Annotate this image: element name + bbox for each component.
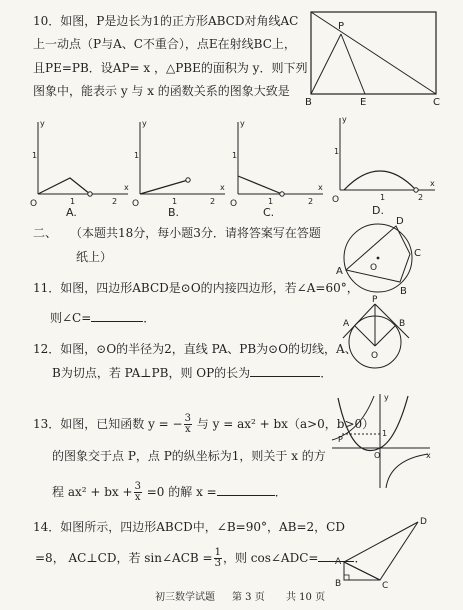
- svg-text:D: D: [396, 216, 404, 227]
- q12-answer-blank[interactable]: [250, 366, 320, 377]
- q13-line-2: 的图象交于点 P，点 P的纵坐标为1，则关于 x 的方: [52, 449, 326, 463]
- svg-text:1: 1: [380, 193, 386, 202]
- option-c-label: C.: [263, 206, 275, 219]
- q13-function-figure: [330, 392, 435, 492]
- svg-text:y: y: [384, 393, 389, 402]
- svg-text:A: A: [335, 557, 342, 567]
- svg-text:1: 1: [268, 197, 274, 206]
- svg-text:2: 2: [210, 197, 216, 206]
- svg-text:P: P: [372, 295, 378, 305]
- q13-line-1: 13．如图，已知函数 y = − $\frac{3}{x}$ 与 y = ax² + bx（a>0，b>0）: [33, 413, 375, 435]
- svg-text:x: x: [220, 183, 225, 192]
- q10-line-3: 且PE=PB．设AP= x ，△PBE的面积为 y．则下列: [33, 61, 308, 75]
- svg-text:y: y: [142, 119, 147, 128]
- option-b-label: B.: [168, 206, 180, 219]
- svg-text:O: O: [230, 199, 238, 209]
- footer-title: 初三数学试题: [155, 592, 215, 603]
- svg-text:1: 1: [172, 197, 178, 206]
- svg-text:B: B: [335, 579, 342, 589]
- svg-text:y: y: [342, 115, 347, 124]
- q14-line-2: =8， AC⊥CD，若 sin∠ACB = $\frac{1}{3}$ ，则 cos∠ADC= ．: [35, 547, 367, 569]
- svg-text:A: A: [336, 266, 343, 277]
- svg-text:1: 1: [134, 151, 140, 160]
- svg-text:1: 1: [232, 151, 238, 160]
- svg-text:O: O: [371, 351, 379, 361]
- q10-line-1: 10．如图，P是边长为1的正方形ABCD对角线AC: [33, 14, 299, 28]
- svg-text:1: 1: [334, 147, 340, 156]
- svg-text:B: B: [399, 319, 406, 329]
- svg-text:1: 1: [70, 197, 76, 206]
- q10-graph-b: [130, 118, 230, 218]
- svg-text:x: x: [426, 451, 431, 460]
- q10-graph-a: [28, 118, 133, 218]
- svg-text:P: P: [338, 435, 343, 444]
- svg-text:2: 2: [308, 197, 314, 206]
- section-number: 二、: [33, 226, 58, 240]
- q11-line-1: 11．如图，四边形ABCD是⊙O的内接四边形，若∠A=60°，: [33, 281, 359, 295]
- q12-line-1: 12．如图，⊙O的半径为2，直线 PA、PB为⊙O的切线，A、: [33, 342, 357, 356]
- svg-text:O: O: [132, 199, 140, 209]
- q11-answer-blank[interactable]: [91, 311, 143, 322]
- svg-text:x: x: [124, 183, 129, 192]
- svg-text:O: O: [332, 195, 340, 205]
- svg-text:2: 2: [418, 193, 424, 202]
- svg-text:D: D: [420, 517, 427, 527]
- svg-text:x: x: [318, 183, 323, 192]
- option-d-label: D.: [372, 204, 384, 217]
- q14-triangle-figure: [332, 512, 432, 591]
- q10-label-P: P: [338, 21, 345, 32]
- footer-page-number: 第 3 页: [232, 592, 265, 603]
- section-heading-1: （本题共18分，每小题3分．请将答案写在答题: [70, 226, 321, 240]
- svg-text:O: O: [370, 263, 378, 273]
- svg-text:O: O: [374, 451, 381, 460]
- q10-label-B: B: [305, 97, 312, 108]
- footer-page-total: 共 10 页: [286, 592, 326, 603]
- svg-text:x: x: [430, 179, 435, 188]
- svg-text:y: y: [40, 119, 45, 128]
- q10-square-figure: [303, 8, 453, 106]
- svg-text:O: O: [30, 199, 38, 209]
- q10-line-2: 上一动点（P与A、C不重合），点E在射线BC上，: [33, 37, 296, 51]
- q10-graph-d: [330, 114, 440, 217]
- q12-tangent-figure: [335, 296, 415, 380]
- q11-line-2: 则∠C= ．: [50, 311, 156, 325]
- q13-answer-blank[interactable]: [217, 485, 275, 496]
- option-a-label: A.: [66, 206, 77, 219]
- q10-label-C: C: [433, 97, 440, 108]
- svg-text:y: y: [240, 119, 245, 128]
- q10-graph-c: [228, 118, 328, 218]
- svg-text:C: C: [382, 581, 389, 591]
- svg-text:A: A: [343, 319, 350, 329]
- svg-text:1: 1: [382, 429, 388, 438]
- svg-text:2: 2: [112, 197, 118, 206]
- svg-text:1: 1: [32, 151, 38, 160]
- svg-text:B: B: [400, 286, 407, 297]
- q13-line-3: 程 ax² + bx + $\frac{3}{x}$ =0 的解 x = ．: [52, 481, 287, 503]
- q14-line-1: 14．如图所示，四边形ABCD中，∠B=90°，AB=2，CD: [33, 520, 345, 534]
- q10-label-E: E: [360, 97, 367, 108]
- section-heading-2: 纸上）: [76, 250, 113, 264]
- svg-text:C: C: [414, 248, 421, 259]
- q12-line-2: B为切点，若 PA⊥PB，则 OP的长为 ．: [52, 366, 333, 380]
- q10-line-4: 图象中，能表示 y 与 x 的函数关系的图象大致是: [33, 84, 290, 98]
